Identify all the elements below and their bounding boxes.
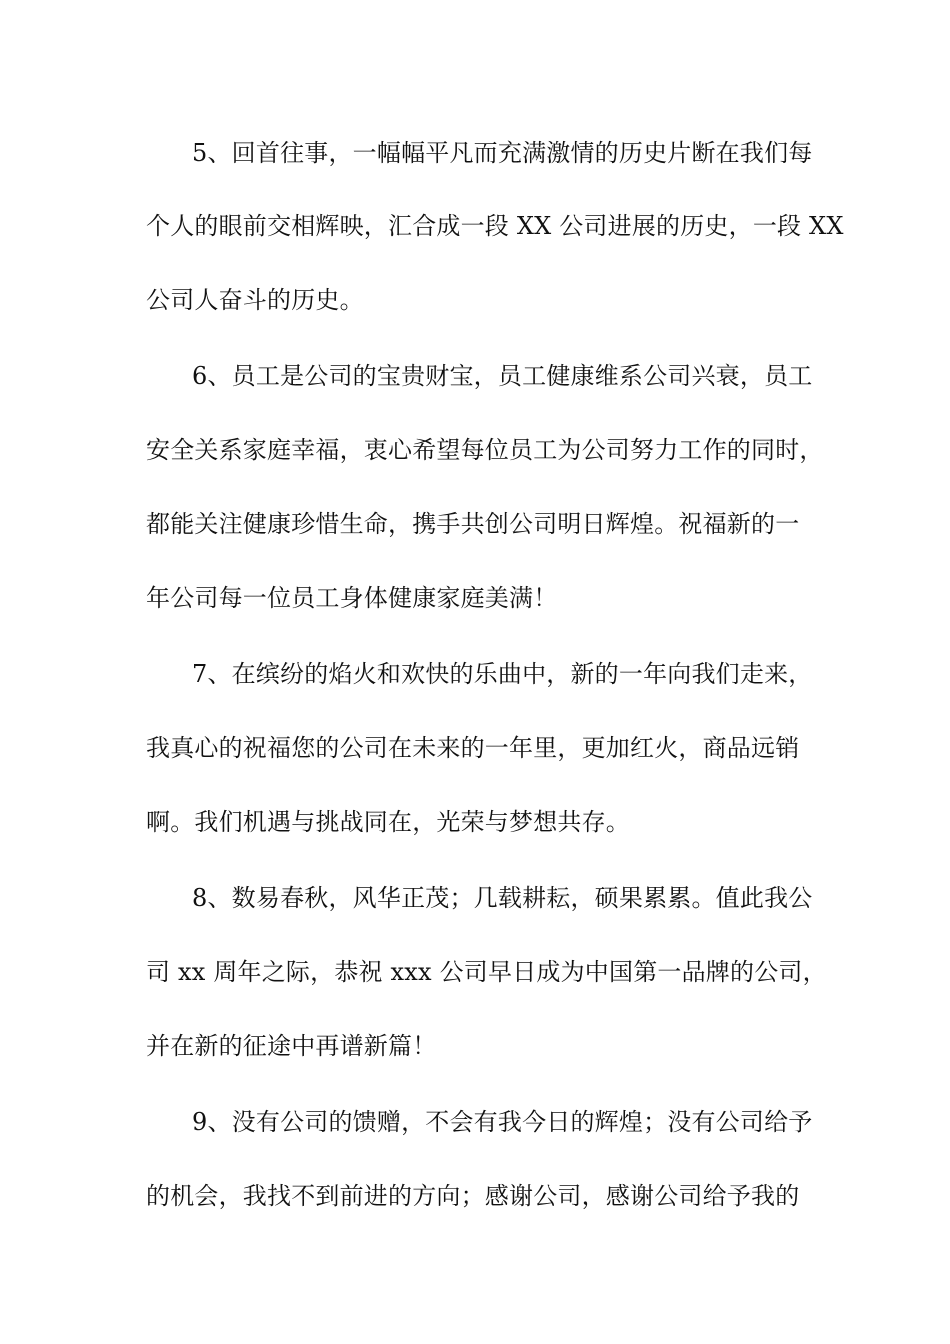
paragraph-line: 年公司每一位员工身体健康家庭美满！: [146, 584, 558, 612]
paragraph-line: 司 xx 周年之际，恭祝 xxx 公司早日成为中国第一品牌的公司，: [146, 958, 827, 986]
paragraph-line: 个人的眼前交相辉映，汇合成一段 XX 公司进展的历史，一段 XX: [146, 212, 844, 240]
paragraph-line: 8、数易春秋，风华正茂；几载耕耘，硕果累累。值此我公: [192, 884, 813, 912]
paragraph-line: 都能关注健康珍惜生命，携手共创公司明日辉煌。祝福新的一: [146, 510, 800, 538]
paragraph-line: 我真心的祝福您的公司在未来的一年里，更加红火，商品远销: [146, 734, 800, 762]
paragraph-line: 7、在缤纷的焰火和欢快的乐曲中，新的一年向我们走来，: [192, 660, 813, 688]
paragraph-line: 并在新的征途中再谱新篇！: [146, 1032, 437, 1060]
paragraph-line: 安全关系家庭幸福，衷心希望每位员工为公司努力工作的同时，: [146, 436, 824, 464]
paragraph-line: 6、员工是公司的宝贵财宝，员工健康维系公司兴衰，员工: [192, 362, 813, 390]
paragraph-line: 的机会，我找不到前进的方向；感谢公司，感谢公司给予我的: [146, 1182, 800, 1210]
paragraph-line: 9、没有公司的馈赠，不会有我今日的辉煌；没有公司给予: [192, 1108, 813, 1136]
paragraph-line: 5、回首往事，一幅幅平凡而充满激情的历史片断在我们每: [192, 139, 813, 167]
paragraph-line: 啊。我们机遇与挑战同在，光荣与梦想共存。: [146, 808, 630, 836]
paragraph-line: 公司人奋斗的历史。: [146, 286, 364, 314]
